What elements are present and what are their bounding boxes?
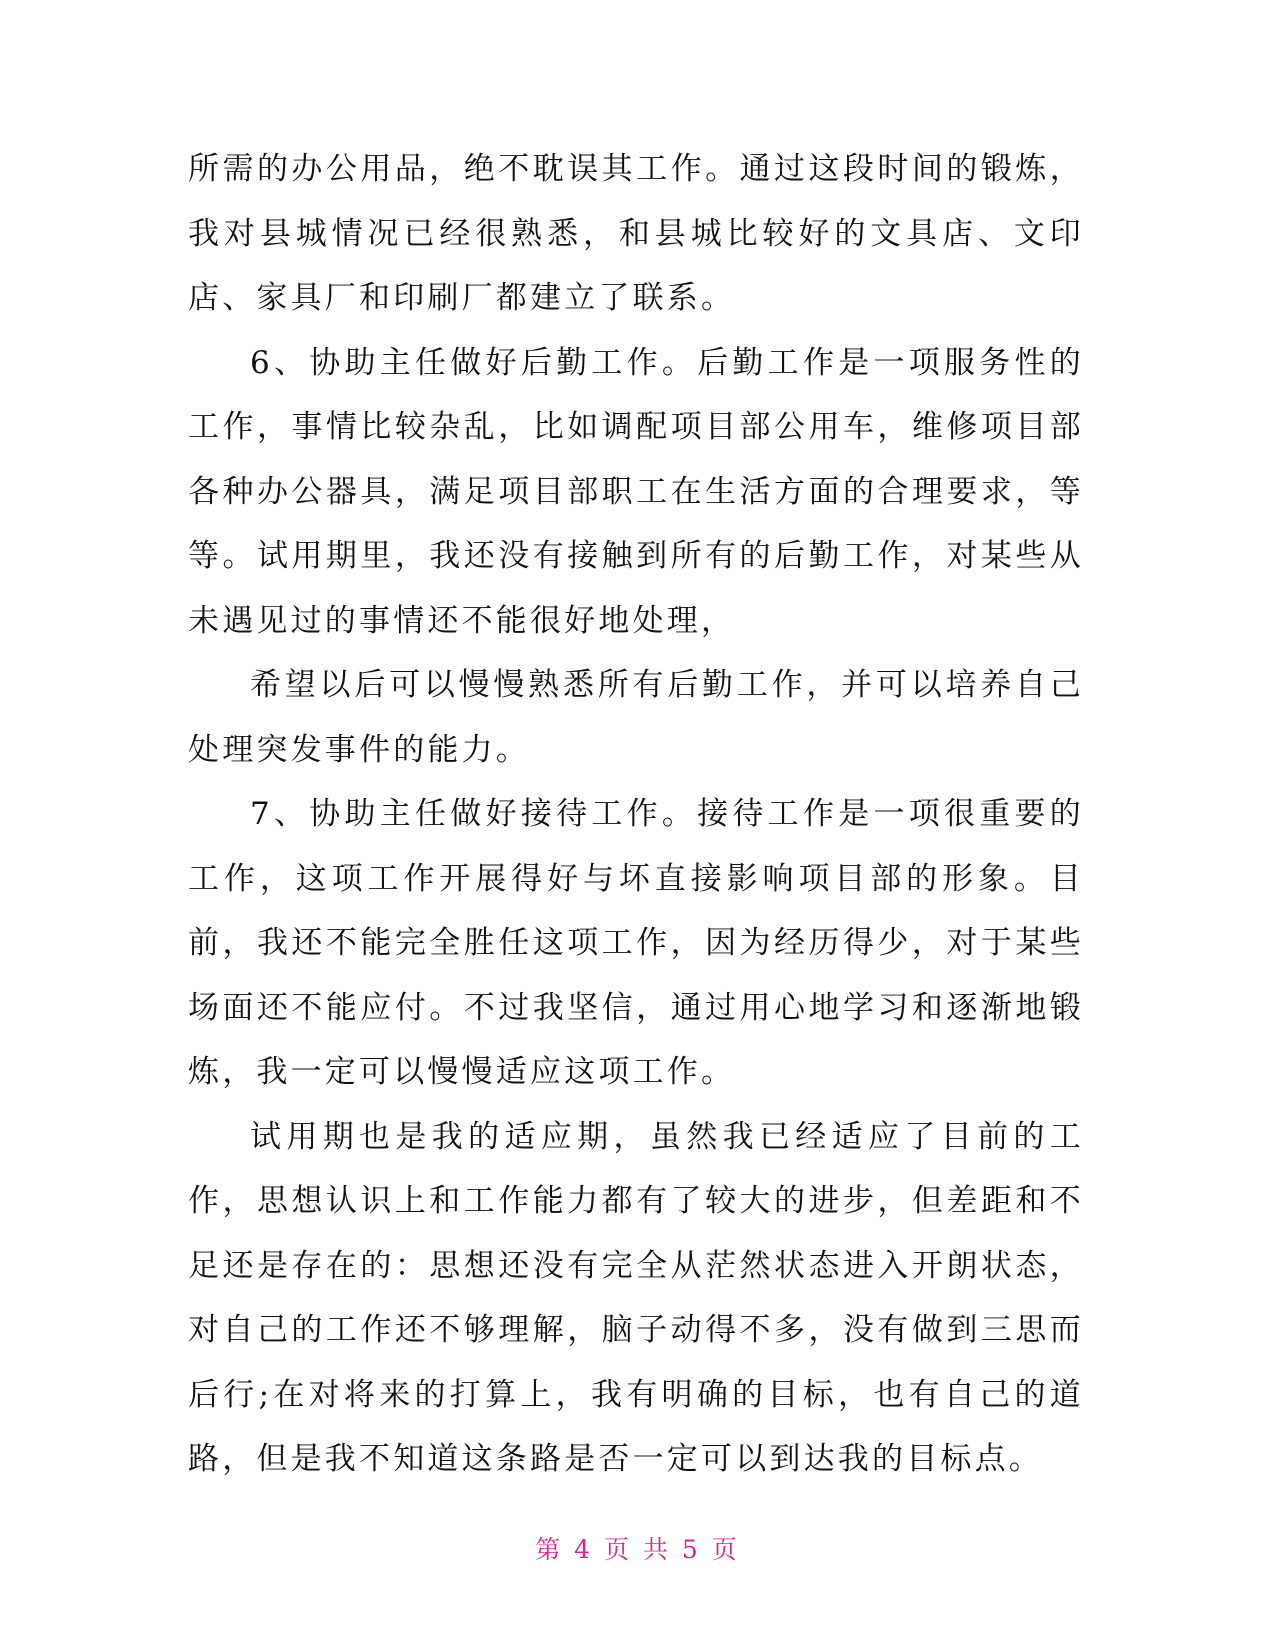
paragraph-reception-work: 7、协助主任做好接待工作。接待工作是一项很重要的工作，这项工作开展得好与坏直接影响项目部的形象。目前，我还不能完全胜任这项工作，因为经历得少，对于某些场面还不能应付。不过我坚信，通过用心地学习和逐渐地锻炼，我一定可以慢慢适应这项工作。	[188, 796, 1084, 1090]
paragraph-probation-summary: 试用期也是我的适应期，虽然我已经适应了目前的工作，思想认识上和工作能力都有了较大的进步，但差距和不足还是存在的：思想还没有完全从茫然状态进入开朗状态，对自己的工作还不够理解，脑子动得不多，没有做到三思而后行;在对将来的打算上，我有明确的目标，也有自己的道路，但是我不知道这条路是否一定可以到达我的目标点。	[188, 1118, 1084, 1477]
document-body	[188, 137, 1084, 1492]
paragraph-logistics-hope: 希望以后可以慢慢熟悉所有后勤工作，并可以培养自己处理突发事件的能力。	[188, 667, 1084, 768]
paragraph-continuation: 所需的办公用品，绝不耽误其工作。通过这段时间的锻炼，我对县城情况已经很熟悉，和县城比较好的文具店、文印店、家具厂和印刷厂都建立了联系。	[188, 151, 1084, 316]
paragraph-logistics-work: 6、协助主任做好后勤工作。后勤工作是一项服务性的工作，事情比较杂乱，比如调配项目部公用车，维修项目部各种办公器具，满足项目部职工在生活方面的合理要求，等等。试用期里，我还没有接触到所有的后勤工作，对某些从未遇见过的事情还不能很好地处理，	[188, 344, 1084, 639]
page-number-footer: 第 4 页 共 5 页	[535, 1535, 740, 1564]
